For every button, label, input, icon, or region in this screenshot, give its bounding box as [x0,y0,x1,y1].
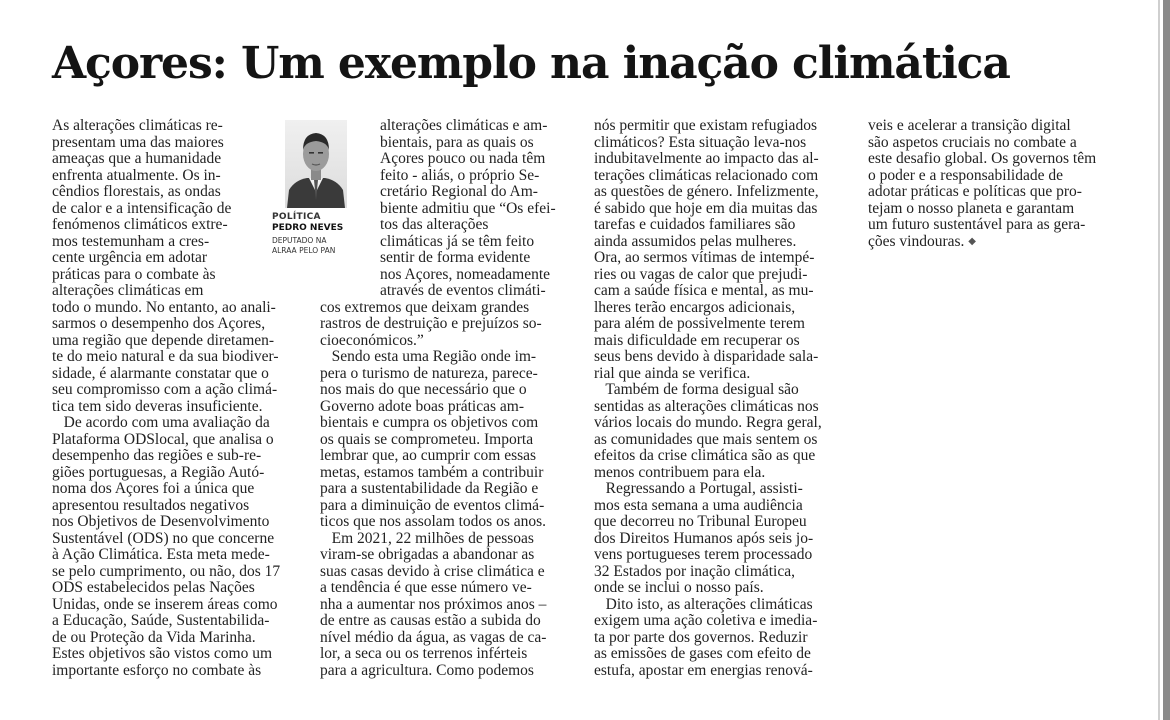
text-line-content: ções vindouras. [868,233,965,250]
end-of-article-icon: ◆ [968,235,976,247]
text-line: indubitavelmente ao impacto das al- [594,151,819,167]
article-column-4 [868,118,1120,250]
text-line: presentam uma das maiores [52,134,224,151]
text-line: para a diminuição de eventos climá- [320,497,545,514]
text-line: Também de forma desigual são [594,382,799,398]
text-line: efeitos da crise climática são as que [594,448,816,464]
text-line: cioeconómicos.” [320,332,424,349]
text-line: sentir de forma evidente [380,250,531,266]
text-line: Sendo esta uma Região onde im- [320,349,537,365]
text-line: apresentou resultados negativos [52,497,250,514]
article-column-3 [594,118,846,679]
text-line: lor, a seca ou os terrenos inférteis [320,646,528,662]
text-line: veis e acelerar a transição digital [868,118,1071,134]
text-line: onde se inclui o nosso país. [594,580,764,596]
text-line: Regressando a Portugal, assisti- [594,481,803,497]
text-line: suas casas devido à crise climática e [320,563,545,580]
text-line: giões portuguesas, a Região Autó- [52,464,265,481]
text-line: para a sustentabilidade da Região e [320,481,539,497]
text-line: à Ação Climática. Esta meta mede- [52,547,270,563]
text-line: nós permitir que existam refugiados [594,118,817,134]
text-line: Governo adote boas práticas am- [320,398,525,415]
text-line: Plataforma ODSlocal, que analisa o [52,431,274,448]
text-line: biente admitiu que “Os efei- [380,200,556,217]
text-line: Açores pouco ou nada têm [380,151,546,167]
text-line: um futuro sustentável para as gera- [868,217,1086,233]
text-line: enfrenta atualmente. Os in- [52,167,221,184]
text-line: de entre as causas estão a subida do [320,613,541,629]
text-line: metas, estamos também a contribuir [320,464,544,481]
text-line: uma região que depende diretamen- [52,332,275,349]
text-line: nos Açores, nomeadamente [380,266,551,283]
text-line: seu compromisso com a ação climá- [52,382,278,398]
text-line: menos contribuem para ela. [594,464,766,481]
text-line: o poder e a responsabilidade de [868,167,1063,184]
text-line: bientais, para as quais os [380,134,534,151]
text-line: desempenho das regiões e sub-re- [52,448,262,464]
byline-section: POLÍTICA [272,212,321,222]
text-line: as emissões de gases com efeito de [594,646,811,662]
text-line: para a agricultura. Como podemos [320,662,534,679]
text-line: cos extremos que deixam grandes [320,299,530,316]
text-line: rastros de destruição e prejuízos so- [320,316,542,332]
text-line: tarefas e cuidados familiares são [594,217,796,233]
text-line: as questões de género. Infelizmente, [594,184,819,200]
text-line: Dito isto, as alterações climáticas [594,596,813,613]
text-line: Ora, ao sermos vítimas de intempé- [594,250,815,266]
text-line: que decorreu no Tribunal Europeu [594,514,807,530]
text-line: de calor e a intensificação de [52,200,232,217]
text-line: Sustentável (ODS) no que concerne [52,530,275,547]
author-role-line: ALRAA PELO PAN [272,246,336,255]
text-line: os quais se comprometeu. Importa [320,431,534,448]
text-line: sentidas as alterações climáticas nos [594,398,819,415]
text-line: ODS estabelecidos pelas Nações [52,580,255,596]
text-line: Em 2021, 22 milhões de pessoas [320,530,534,547]
text-line: vens portugueses terem processado [594,547,813,563]
text-line: climáticos? Esta situação leva-nos [594,134,807,151]
text-line: exigem uma ação coletiva e imedia- [594,613,818,629]
text-line: mais dificuldade em recuperar os [594,332,800,349]
text-line: rial que ainda se verifica. [594,365,751,382]
text-line: práticas para o combate às [52,266,216,283]
text-line: lheres terão encargos adicionais, [594,299,796,316]
article-column-1 [52,118,302,679]
text-line: as comunidades que mais sentem os [594,431,818,448]
text-line: dos Direitos Humanos após seis jo- [594,530,814,547]
text-line: para além de possivelmente terem [594,316,805,332]
text-line: ries ou vagas de calor que prejudi- [594,266,808,283]
text-line: lembrar que, ao cumprir com essas [320,448,537,464]
text-line: Unidas, onde se inserem áreas como [52,596,278,613]
text-line: te do meio natural e da sua biodiver- [52,349,279,365]
text-line: feito - aliás, o próprio Se- [380,167,540,184]
text-line: cam a saúde física e mental, as mu- [594,283,814,299]
page-edge [1163,0,1170,720]
author-role-line: DEPUTADO NA [272,236,327,245]
text-line: noma dos Açores foi a única que [52,481,255,497]
text-line: ameaças que a humanidade [52,151,222,167]
text-line: importante esforço no combate às [52,662,262,679]
text-line: pera o turismo de natureza, parece- [320,365,538,382]
text-line: climáticas já se têm feito [380,233,535,250]
text-line: tejam o nosso planeta e garantam [868,200,1075,217]
text-line: De acordo com uma avaliação da [52,415,270,431]
text-line: ticos que nos assolam todos os anos. [320,514,547,530]
text-line: este desafio global. Os governos têm [868,151,1097,167]
text-line: alterações climáticas em [52,283,204,299]
text-line: nos Objetivos de Desenvolvimento [52,514,270,530]
text-line: terações climáticas relacionado com [594,167,819,184]
text-line: a Educação, Saúde, Sustentabilida- [52,613,270,629]
text-line: estufa, apostar em energias renová- [594,662,813,679]
text-line: ainda assumidos pelas mulheres. [594,233,797,250]
text-line: adotar práticas e políticas que pro- [868,184,1082,200]
text-line: nha a aumentar nos próximos anos – [320,596,547,613]
author-name: PEDRO NEVES [272,223,344,233]
text-line [868,234,1120,251]
text-line: todo o mundo. No entanto, ao anali- [52,299,276,316]
text-line: fenómenos climáticos extre- [52,217,228,233]
text-line: bientais e cumpra os objetivos com [320,415,539,431]
text-line: cente urgência em adotar [52,250,208,266]
text-line: ta por parte dos governos. Reduzir [594,629,808,646]
text-line: tica tem sido deveras insuficiente. [52,398,263,415]
text-line: de ou Proteção da Vida Marinha. [52,629,256,646]
text-line: alterações climáticas e am- [380,118,548,134]
text-line: cêndios florestais, as ondas [52,184,221,200]
text-line: sarmos o desempenho dos Açores, [52,316,266,332]
text-line: a tendência é que esse número ve- [320,580,532,596]
text-line: sidade, é alarmante constatar que o [52,365,269,382]
text-line: cretário Regional do Am- [380,184,538,200]
text-line: é sabido que hoje em dia muitas das [594,200,818,217]
text-line: mos testemunham a cres- [52,233,210,250]
text-line: tos das alterações [380,217,489,233]
text-line: através de eventos climáti- [380,283,546,299]
text-line: 32 Estados por inação climática, [594,563,796,580]
text-line: mos esta semana a uma audiência [594,497,803,514]
text-line: vários locais do mundo. Regra geral, [594,415,822,431]
article-headline: Açores: Um exemplo na inação climática [52,38,1010,89]
text-line: As alterações climáticas re- [52,118,223,134]
text-line: viram-se obrigadas a abandonar as [320,547,535,563]
text-line: seus bens devido à disparidade sala- [594,349,819,365]
text-line: Estes objetivos são vistos como um [52,646,273,662]
text-line: nos mais do que necessário que o [320,382,527,398]
text-line: se pelo cumprimento, ou não, dos 17 [52,563,281,580]
text-line: são aspetos cruciais no combate a [868,134,1077,151]
text-line: nível médio da água, as vagas de ca- [320,629,547,646]
article-column-2 [320,118,576,679]
